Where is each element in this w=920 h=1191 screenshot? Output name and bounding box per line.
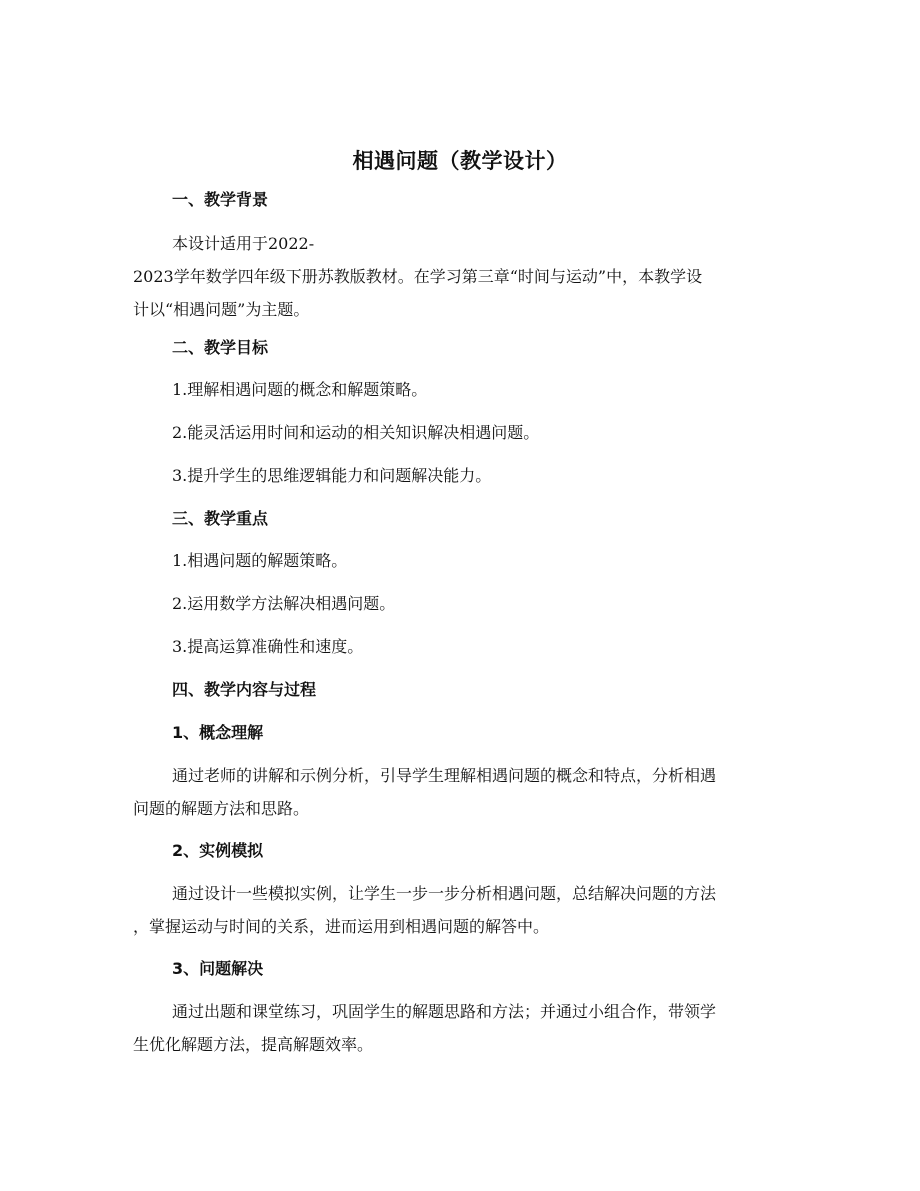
document-title: 相遇问题（教学设计） bbox=[352, 149, 568, 173]
section-heading-background: 一、教学背景 bbox=[172, 190, 269, 209]
paragraph-line: 本设计适用于2022- bbox=[172, 234, 315, 253]
section-heading-objectives: 二、教学目标 bbox=[172, 338, 269, 357]
subsection-heading-concept: 1、概念理解 bbox=[172, 723, 264, 742]
paragraph-simulation bbox=[133, 877, 788, 943]
paragraph-line: 计以“相遇问题”为主题。 bbox=[133, 300, 310, 319]
paragraph-line: 问题的解题方法和思路。 bbox=[133, 799, 310, 818]
subsection-heading-problem-solving: 3、问题解决 bbox=[172, 959, 264, 978]
list-item: 3.提高运算准确性和速度。 bbox=[172, 637, 364, 656]
paragraph-concept bbox=[133, 759, 788, 825]
list-item: 2.能灵活运用时间和运动的相关知识解决相遇问题。 bbox=[172, 423, 540, 442]
section-heading-content-process: 四、教学内容与过程 bbox=[172, 680, 317, 699]
paragraph-problem-solving bbox=[133, 995, 788, 1061]
section-heading-key-points: 三、教学重点 bbox=[172, 509, 269, 528]
paragraph-line: 生优化解题方法，提高解题效率。 bbox=[133, 1035, 374, 1054]
list-item: 1.理解相遇问题的概念和解题策略。 bbox=[172, 380, 428, 399]
paragraph-line: 2023学年数学四年级下册苏教版教材。在学习第三章“时间与运动”中，本教学设 bbox=[133, 267, 703, 286]
paragraph-line: 通过设计一些模拟实例，让学生一步一步分析相遇问题，总结解决问题的方法 bbox=[172, 884, 717, 903]
subsection-heading-simulation: 2、实例模拟 bbox=[172, 841, 264, 860]
list-item: 1.相遇问题的解题策略。 bbox=[172, 551, 348, 570]
paragraph-line: ，掌握运动与时间的关系，进而运用到相遇问题的解答中。 bbox=[133, 917, 550, 936]
list-item: 2.运用数学方法解决相遇问题。 bbox=[172, 594, 396, 613]
paragraph-line: 通过老师的讲解和示例分析，引导学生理解相遇问题的概念和特点，分析相遇 bbox=[172, 766, 717, 785]
list-item: 3.提升学生的思维逻辑能力和问题解决能力。 bbox=[172, 466, 492, 485]
paragraph-line: 通过出题和课堂练习，巩固学生的解题思路和方法；并通过小组合作，带领学 bbox=[172, 1002, 717, 1021]
paragraph-background bbox=[133, 227, 788, 326]
